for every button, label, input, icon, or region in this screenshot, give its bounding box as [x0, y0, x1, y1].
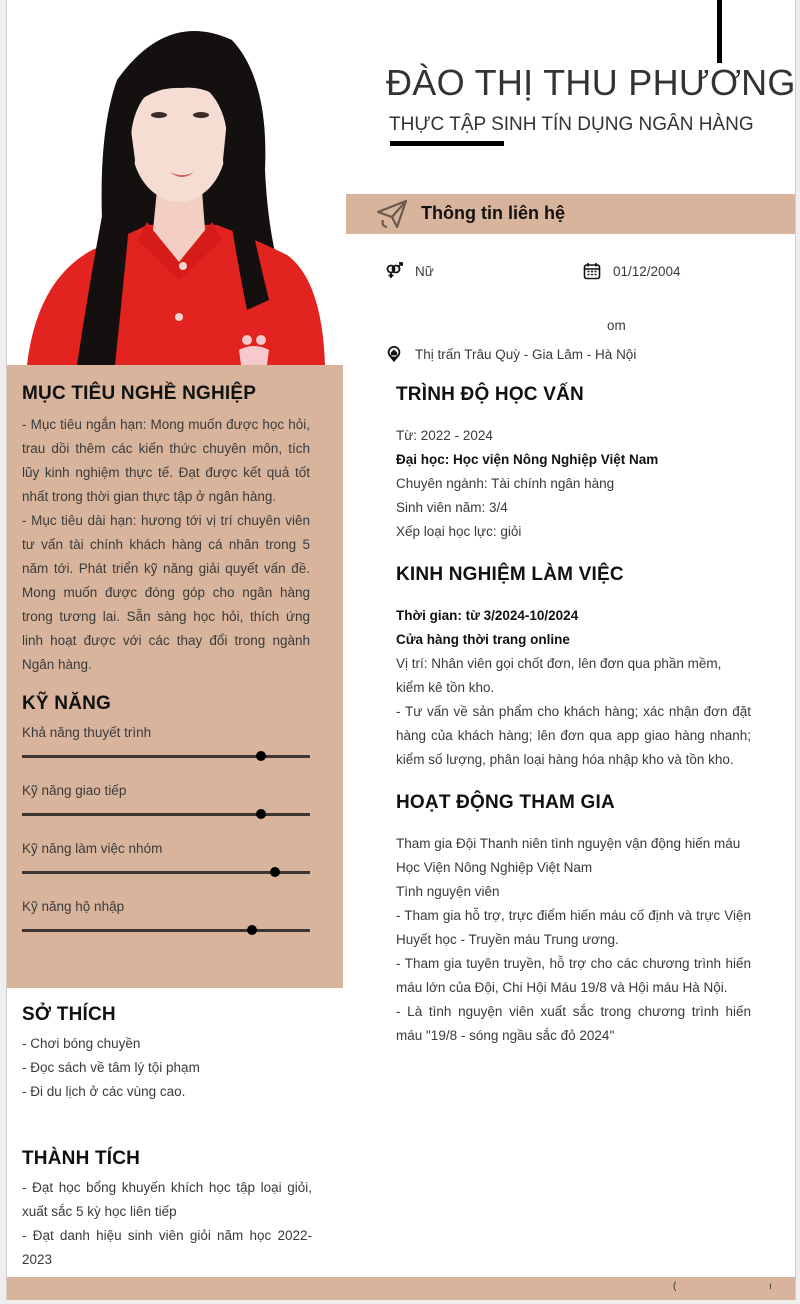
skill-bar-track: [22, 813, 310, 816]
achievements-section: [22, 1148, 312, 1272]
hobbies-section: [22, 1004, 322, 1104]
skills-section: [22, 693, 310, 947]
skill-label: Khả năng thuyết trình: [22, 725, 152, 740]
footer-bar: [7, 1277, 795, 1300]
skill-bar-track: [22, 755, 310, 758]
hobbies-list: [22, 1032, 322, 1104]
education-major: Chuyên ngành: Tài chính ngân hàng: [396, 476, 615, 491]
skill-bar-track: [22, 929, 310, 932]
career-objective-section: [22, 383, 310, 677]
skill-level-knob: [270, 867, 280, 877]
experience-company: Cửa hàng thời trang online: [396, 632, 570, 647]
gender-icon: [385, 262, 403, 280]
education-school: Đại học: Học viện Nông Nghiệp Việt Nam: [396, 452, 659, 467]
footer-mark: ı: [769, 1281, 772, 1292]
experience-title: KINH NGHIỆM LÀM VIỆC: [396, 564, 624, 585]
achievements-title: THÀNH TÍCH: [22, 1148, 141, 1169]
email-value: om: [607, 318, 626, 333]
experience-section: [396, 564, 751, 772]
experience-position: Vị trí: Nhân viên gọi chốt đơn, lên đơn qua phần mềm, kiểm kê tồn kho.: [396, 656, 722, 695]
hobby-item: - Đi du lịch ở các vùng cao.: [22, 1084, 186, 1099]
paper-plane-icon: [375, 198, 409, 230]
achievement-item: - Đạt học bổng khuyến khích học tập loại giỏi, xuất sắc 5 kỳ học liên tiếp: [22, 1180, 312, 1219]
skill-label: Kỹ năng hộ nhập: [22, 899, 125, 914]
objective-long-term: - Mục tiêu dài hạn: hương tới vị trí chuyên viên tư vấn tài chính khách hàng cá nhân trong 5 năm tới. Phát triển kỹ năng giải quyết vấn đề. Mong muốn được đóng góp cho ngân hàng trong tương lai. Sẵn sàng học hỏi, thích ứng linh hoạt được với các thay đổi trong ngành Ngân hàng.: [22, 513, 310, 672]
skill-item: [22, 773, 310, 831]
calendar-icon: [583, 262, 601, 280]
contact-address: [385, 345, 636, 363]
contact-header-bar: [346, 194, 795, 234]
candidate-name: ĐÀO THỊ THU PHƯƠNG: [386, 62, 796, 103]
education-title: TRÌNH ĐỘ HỌC VẤN: [396, 384, 584, 405]
address-value: Thị trấn Trâu Quỳ - Gia Lâm - Hà Nội: [415, 346, 637, 362]
hobby-item: - Chơi bóng chuyền: [22, 1036, 141, 1051]
location-home-icon: [385, 345, 403, 363]
cv-page: [6, 0, 796, 1300]
left-accent-panel: [7, 365, 343, 988]
contact-title: Thông tin liên hệ: [421, 203, 565, 223]
hobbies-title: SỞ THÍCH: [22, 1004, 116, 1025]
gender-value: Nữ: [415, 263, 434, 279]
contact-email: [607, 318, 626, 333]
portrait-image: [7, 0, 346, 365]
activity-item: - Là tình nguyện viên xuất sắc trong chương trình hiến máu "19/8 - sóng ngầu sắc đỏ 2024": [396, 1004, 751, 1043]
activity-item: - Tham gia hỗ trợ, trực điểm hiến máu cố định và trực Viện Huyết học - Truyền máu Trung ương.: [396, 908, 751, 947]
experience-details: [396, 604, 751, 772]
contact-gender: [385, 262, 434, 280]
achievements-list: [22, 1176, 312, 1272]
skill-label: Kỹ năng làm việc nhóm: [22, 841, 163, 856]
education-section: [396, 384, 751, 544]
skill-level-knob: [256, 809, 266, 819]
skill-item: [22, 889, 310, 947]
skills-title: KỸ NĂNG: [22, 693, 112, 714]
objective-short-term: - Mục tiêu ngắn hạn: Mong muốn được học hỏi, trau dồi thêm các kiến thức chuyên môn, tích lũy kinh nghiệm thực tế. Đạt được kết quả tốt nhất trong thời gian thực tập ở ngân hàng.: [22, 417, 310, 504]
footer-mark: (: [673, 1281, 677, 1292]
activity-role: Tình nguyện viên: [396, 884, 500, 899]
activity-item: - Tham gia tuyên truyền, hỗ trợ cho các chương trình hiến máu lớn của Đội, Chi Hội Máu 19/8 và Hội máu Hà Nội.: [396, 956, 751, 995]
education-rank: Xếp loại học lực: giỏi: [396, 524, 522, 539]
activities-title: HOẠT ĐỘNG THAM GIA: [396, 792, 615, 813]
decorative-vertical-bar: [717, 0, 722, 63]
skill-level-knob: [247, 925, 257, 935]
skill-bar-track: [22, 871, 310, 874]
activities-section: [396, 792, 751, 1048]
skills-list: [22, 715, 310, 947]
hobby-item: - Đọc sách về tâm lý tội phạm: [22, 1060, 200, 1075]
birthday-value: 01/12/2004: [613, 263, 681, 279]
activity-organization: Tham gia Đội Thanh niên tình nguyện vận động hiến máu Học Viện Nông Nghiệp Việt Nam: [396, 836, 741, 875]
experience-duties: - Tư vấn về sản phẩm cho khách hàng; xác nhận đơn đặt hàng của khách hàng; lên đơn qua app giao hàng nhanh; kiểm số lượng, phân loại hàng hóa nhập kho và tồn kho.: [396, 704, 751, 767]
profile-photo: [7, 0, 346, 365]
experience-period: Thời gian: từ 3/2024-10/2024: [396, 608, 579, 623]
contact-birthday: [583, 262, 681, 280]
role-underline: [390, 141, 504, 146]
skill-level-knob: [256, 751, 266, 761]
activities-details: [396, 832, 751, 1048]
skill-item: [22, 831, 310, 889]
skill-label: Kỹ năng giao tiếp: [22, 783, 127, 798]
education-details: [396, 424, 751, 544]
education-year: Sinh viên năm: 3/4: [396, 500, 508, 515]
achievement-item: - Đạt danh hiệu sinh viên giỏi năm học 2022-2023: [22, 1228, 312, 1267]
career-objective-title: MỤC TIÊU NGHỀ NGHIỆP: [22, 383, 257, 404]
education-period: Từ: 2022 - 2024: [396, 428, 493, 443]
candidate-role: THỰC TẬP SINH TÍN DỤNG NGÂN HÀNG: [389, 114, 754, 135]
skill-item: [22, 715, 310, 773]
